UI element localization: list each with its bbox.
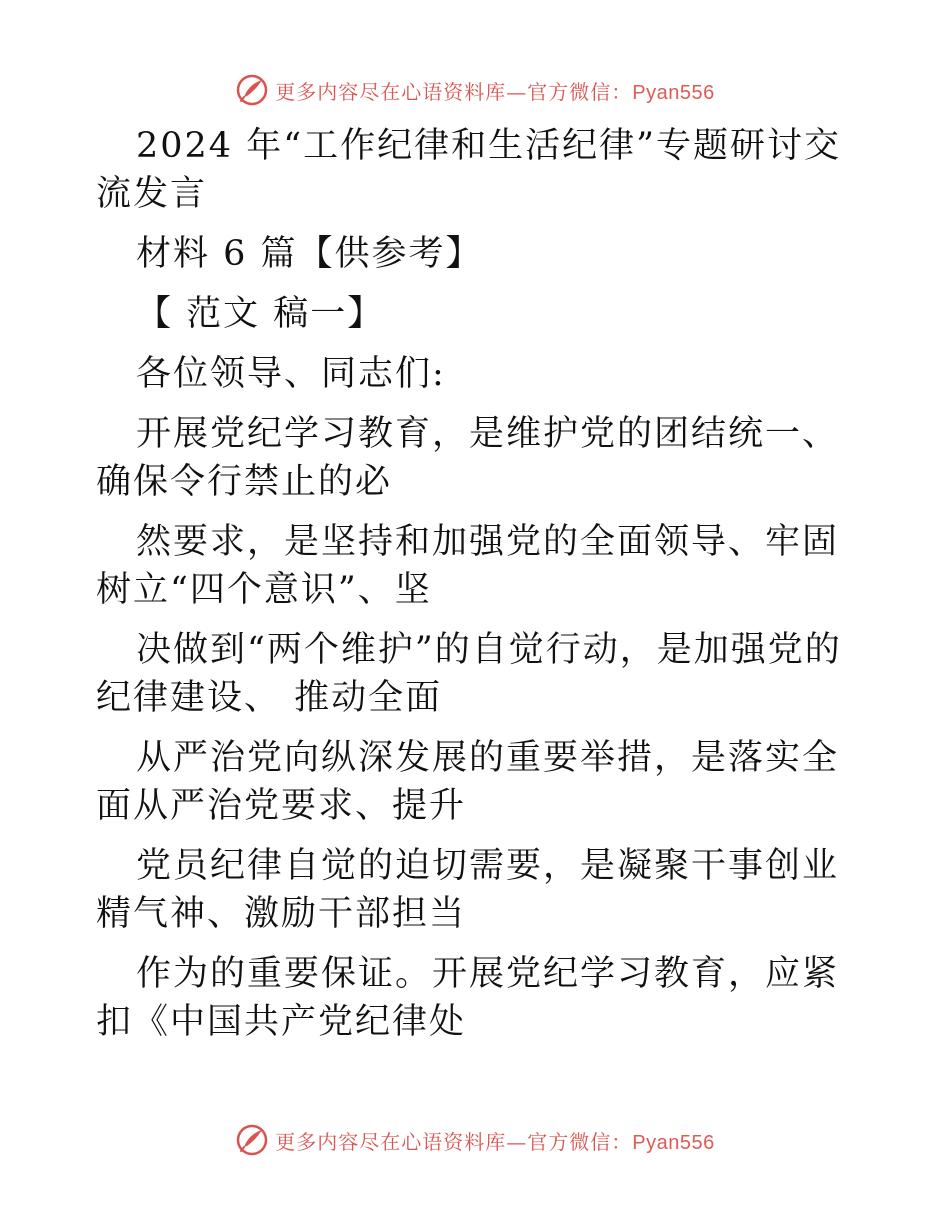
body-paragraph: 然要求，是坚持和加强党的全面领导、牢固树立“四个意识”、坚 <box>96 522 840 610</box>
body-paragraph: 党员纪律自觉的迫切需要，是凝聚干事创业精气神、激励干部担当 <box>96 846 840 934</box>
watermark-wechat-label: 官方微信： <box>527 1129 633 1154</box>
body-paragraph: 作为的重要保证。开展党纪学习教育，应紧扣《中国共产党纪律处 <box>96 954 840 1042</box>
watermark-text <box>275 76 714 105</box>
body-paragraph: 从严治党向纵深发展的重要举措，是落实全面从严治党要求、提升 <box>96 738 840 826</box>
feather-pen-seal-icon <box>235 73 269 107</box>
document-title: 2024 年“工作纪律和生活纪律”专题研讨交流发言 <box>96 126 841 214</box>
sample-heading: 【 范文 稿一】 <box>136 294 385 334</box>
watermark-dash: — <box>506 1129 528 1154</box>
watermark-wechat-id: Pyan556 <box>632 81 715 104</box>
watermark-wechat-id: Pyan556 <box>632 1131 715 1154</box>
watermark-dash: — <box>506 79 528 104</box>
document-subtitle: 材料 6 篇【供参考】 <box>136 234 483 274</box>
body-paragraph: 开展党纪学习教育，是维护党的团结统一、确保令行禁止的必 <box>96 414 840 502</box>
header-watermark <box>0 70 950 110</box>
watermark-text <box>275 1126 714 1155</box>
watermark-site-text: 更多内容尽在心语资料库 <box>275 1129 507 1154</box>
watermark-site-text: 更多内容尽在心语资料库 <box>275 79 507 104</box>
watermark-wechat-label: 官方微信： <box>527 79 633 104</box>
salutation: 各位领导、同志们: <box>136 354 446 394</box>
feather-pen-seal-icon <box>235 1123 269 1157</box>
body-paragraph: 决做到“两个维护”的自觉行动，是加强党的纪律建设、 推动全面 <box>96 630 842 718</box>
footer-watermark <box>0 1120 950 1160</box>
document-body <box>96 122 856 1058</box>
